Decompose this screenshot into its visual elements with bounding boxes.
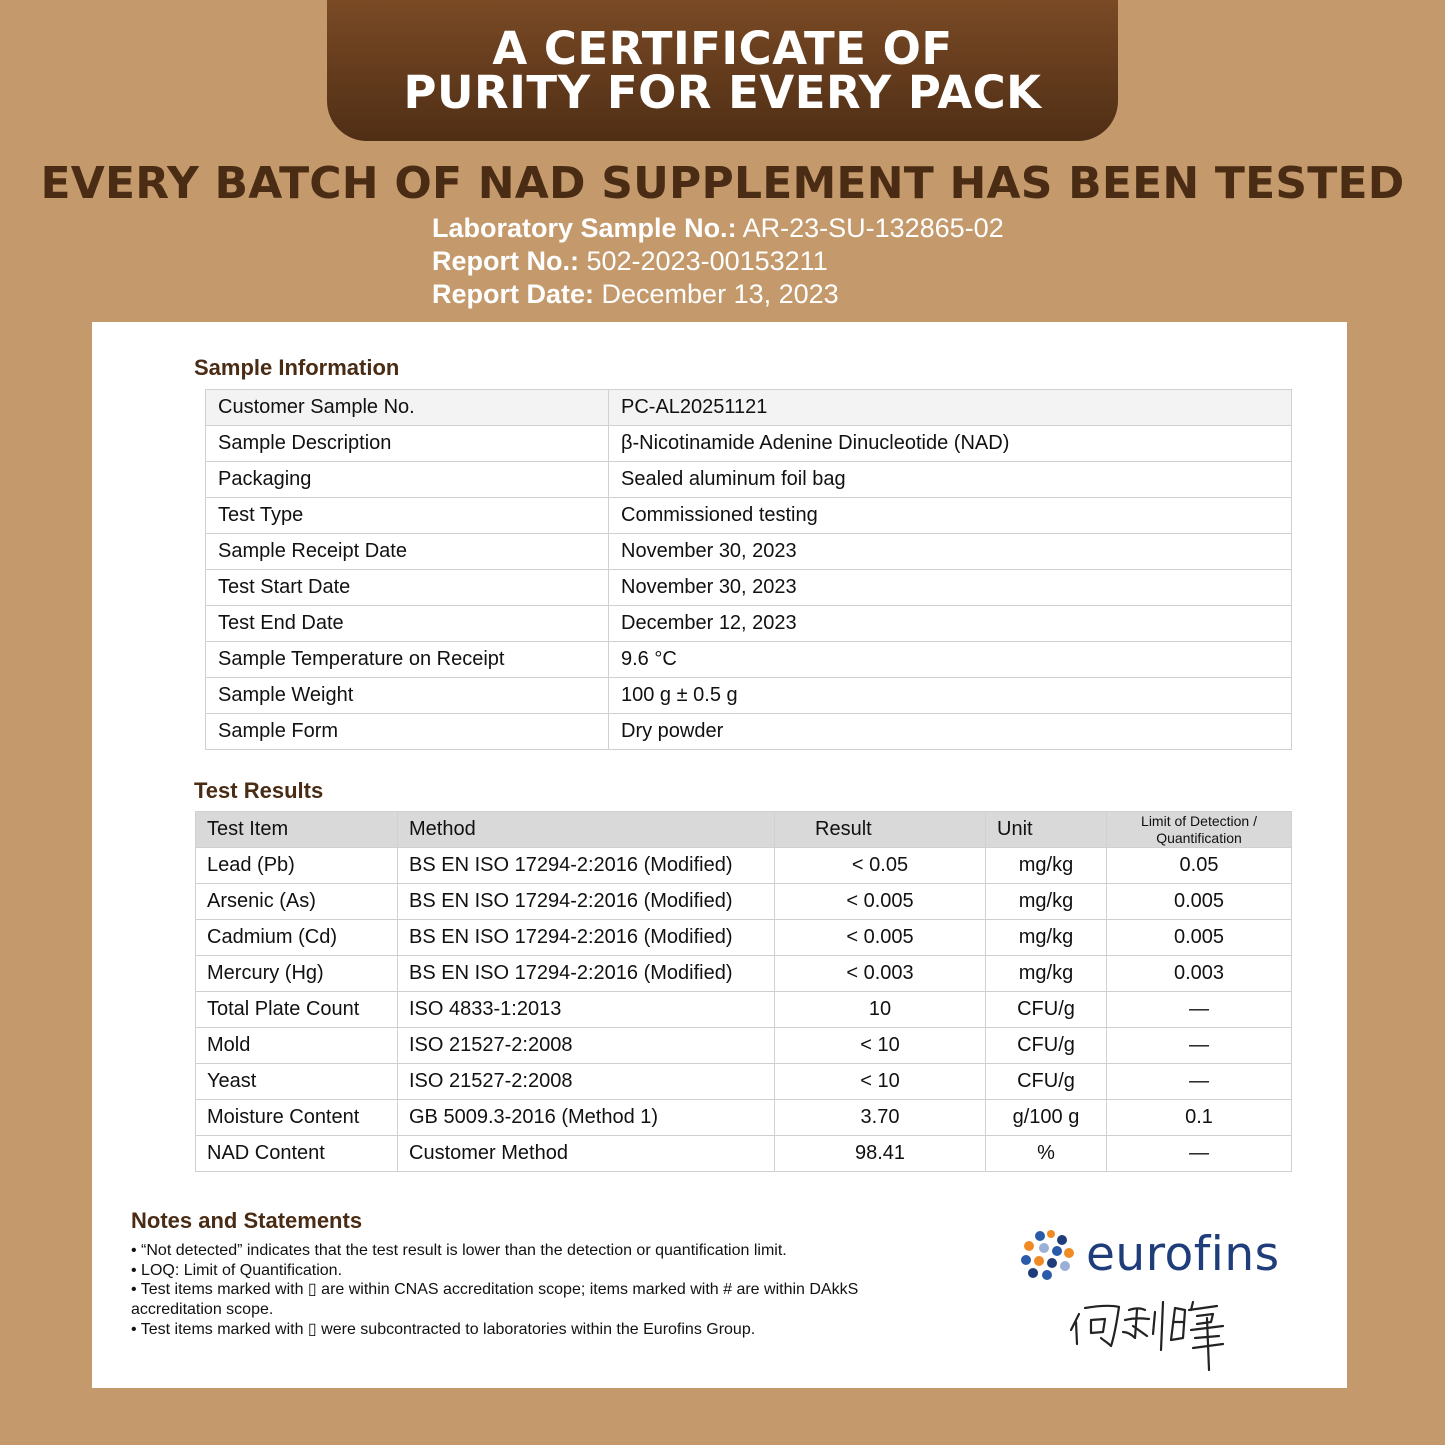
certificate-card <box>92 322 1347 1388</box>
test-result-row <box>196 920 1292 956</box>
result-cell-result: 98.41 <box>775 1136 986 1172</box>
sample-info-value: Sealed aluminum foil bag <box>609 462 1292 498</box>
result-cell-test-item: Mercury (Hg) <box>196 956 398 992</box>
result-cell-limit: — <box>1107 1028 1292 1064</box>
test-result-row <box>196 1028 1292 1064</box>
test-results-title: Test Results <box>194 778 324 803</box>
result-cell-test-item: NAD Content <box>196 1136 398 1172</box>
header-method: Method <box>398 812 775 848</box>
sample-info-row <box>206 642 1292 678</box>
sample-info-value: 9.6 °C <box>609 642 1292 678</box>
result-cell-method: ISO 4833-1:2013 <box>398 992 775 1028</box>
result-cell-limit: 0.005 <box>1107 884 1292 920</box>
result-cell-limit: 0.005 <box>1107 920 1292 956</box>
result-cell-limit: — <box>1107 1064 1292 1100</box>
result-cell-limit: — <box>1107 992 1292 1028</box>
result-cell-test-item: Moisture Content <box>196 1100 398 1136</box>
sample-info-row <box>206 462 1292 498</box>
sample-info-row <box>206 534 1292 570</box>
header-limit: Limit of Detection / Quantification <box>1107 812 1292 848</box>
note-item: • “Not detected” indicates that the test result is lower than the detection or quantification limit. <box>131 1242 787 1259</box>
sample-info-row <box>206 678 1292 714</box>
test-result-row <box>196 1136 1292 1172</box>
meta-report-date: Report Date: December 13, 2023 <box>432 279 839 309</box>
sample-info-label: Sample Temperature on Receipt <box>206 642 609 678</box>
result-cell-result: < 0.003 <box>775 956 986 992</box>
sample-info-row <box>206 498 1292 534</box>
sample-info-label: Test End Date <box>206 606 609 642</box>
result-cell-limit: 0.1 <box>1107 1100 1292 1136</box>
eurofins-logo-text: eurofins <box>1086 1227 1280 1282</box>
test-results-table <box>195 811 1292 1172</box>
results-header-row <box>196 812 1292 848</box>
result-cell-limit: 0.003 <box>1107 956 1292 992</box>
result-cell-method: GB 5009.3-2016 (Method 1) <box>398 1100 775 1136</box>
test-result-row <box>196 884 1292 920</box>
eurofins-logo <box>1020 1227 1280 1282</box>
sample-info-label: Sample Receipt Date <box>206 534 609 570</box>
test-result-row <box>196 1064 1292 1100</box>
banner-line-2: PURITY FOR EVERY PACK <box>403 65 1042 119</box>
sample-info-value: December 12, 2023 <box>609 606 1292 642</box>
sample-info-title: Sample Information <box>194 355 400 380</box>
sample-info-value: Commissioned testing <box>609 498 1292 534</box>
test-result-row <box>196 848 1292 884</box>
headline: EVERY BATCH OF NAD SUPPLEMENT HAS BEEN TESTED <box>40 158 1405 209</box>
result-cell-method: BS EN ISO 17294-2:2016 (Modified) <box>398 848 775 884</box>
result-cell-result: < 0.05 <box>775 848 986 884</box>
result-cell-limit: 0.05 <box>1107 848 1292 884</box>
banner-line-1: A CERTIFICATE OF <box>492 21 953 75</box>
sample-info-value: 100 g ± 0.5 g <box>609 678 1292 714</box>
result-cell-unit: % <box>986 1136 1107 1172</box>
sample-info-label: Customer Sample No. <box>206 390 609 426</box>
result-cell-method: BS EN ISO 17294-2:2016 (Modified) <box>398 956 775 992</box>
sample-info-row <box>206 426 1292 462</box>
report-meta <box>432 212 1004 311</box>
result-cell-result: 3.70 <box>775 1100 986 1136</box>
sample-info-value: Dry powder <box>609 714 1292 750</box>
result-cell-result: < 0.005 <box>775 920 986 956</box>
result-cell-method: ISO 21527-2:2008 <box>398 1028 775 1064</box>
result-cell-unit: mg/kg <box>986 884 1107 920</box>
sample-info-row <box>206 390 1292 426</box>
test-result-row <box>196 992 1292 1028</box>
result-cell-unit: mg/kg <box>986 956 1107 992</box>
result-cell-test-item: Lead (Pb) <box>196 848 398 884</box>
result-cell-unit: mg/kg <box>986 848 1107 884</box>
note-item: • Test items marked with ▯ are within CNAS accreditation scope; items marked with # are within DAkkS accreditation scope. <box>131 1281 859 1319</box>
result-cell-result: 10 <box>775 992 986 1028</box>
sample-info-row <box>206 570 1292 606</box>
result-cell-test-item: Mold <box>196 1028 398 1064</box>
result-cell-unit: CFU/g <box>986 1028 1107 1064</box>
sample-info-value: PC-AL20251121 <box>609 390 1292 426</box>
eurofins-dots-logo-icon <box>1020 1229 1074 1281</box>
result-cell-unit: g/100 g <box>986 1100 1107 1136</box>
sample-info-label: Test Start Date <box>206 570 609 606</box>
sample-info-label: Packaging <box>206 462 609 498</box>
note-item: • LOQ: Limit of Quantification. <box>131 1261 343 1279</box>
result-cell-result: < 0.005 <box>775 884 986 920</box>
result-cell-test-item: Cadmium (Cd) <box>196 920 398 956</box>
result-cell-limit: — <box>1107 1136 1292 1172</box>
sample-info-label: Sample Form <box>206 714 609 750</box>
header-result: Result <box>775 812 986 848</box>
notes-title: Notes and Statements <box>131 1208 363 1233</box>
result-cell-test-item: Total Plate Count <box>196 992 398 1028</box>
result-cell-method: BS EN ISO 17294-2:2016 (Modified) <box>398 884 775 920</box>
sample-info-row <box>206 714 1292 750</box>
result-cell-unit: mg/kg <box>986 920 1107 956</box>
result-cell-test-item: Arsenic (As) <box>196 884 398 920</box>
notes-list <box>131 1241 911 1340</box>
sample-info-row <box>206 606 1292 642</box>
header-unit: Unit <box>986 812 1107 848</box>
result-cell-result: < 10 <box>775 1064 986 1100</box>
banner <box>327 0 1118 141</box>
header-test-item: Test Item <box>196 812 398 848</box>
result-cell-method: ISO 21527-2:2008 <box>398 1064 775 1100</box>
result-cell-result: < 10 <box>775 1028 986 1064</box>
sample-info-value: November 30, 2023 <box>609 534 1292 570</box>
sample-info-label: Sample Weight <box>206 678 609 714</box>
test-result-row <box>196 1100 1292 1136</box>
sample-info-label: Test Type <box>206 498 609 534</box>
result-cell-method: Customer Method <box>398 1136 775 1172</box>
result-cell-test-item: Yeast <box>196 1064 398 1100</box>
sample-info-table <box>205 389 1292 750</box>
result-cell-unit: CFU/g <box>986 1064 1107 1100</box>
note-item: • Test items marked with ▯ were subcontracted to laboratories within the Eurofins Group. <box>131 1320 756 1338</box>
handwritten-signature-icon <box>1067 1292 1237 1372</box>
sample-info-label: Sample Description <box>206 426 609 462</box>
sample-info-value: November 30, 2023 <box>609 570 1292 606</box>
result-cell-unit: CFU/g <box>986 992 1107 1028</box>
meta-lab-sample: Laboratory Sample No.: AR-23-SU-132865-02 <box>432 213 1004 243</box>
test-result-row <box>196 956 1292 992</box>
result-cell-method: BS EN ISO 17294-2:2016 (Modified) <box>398 920 775 956</box>
sample-info-value: β-Nicotinamide Adenine Dinucleotide (NAD) <box>609 426 1292 462</box>
meta-report-no: Report No.: 502-2023-00153211 <box>432 246 828 276</box>
